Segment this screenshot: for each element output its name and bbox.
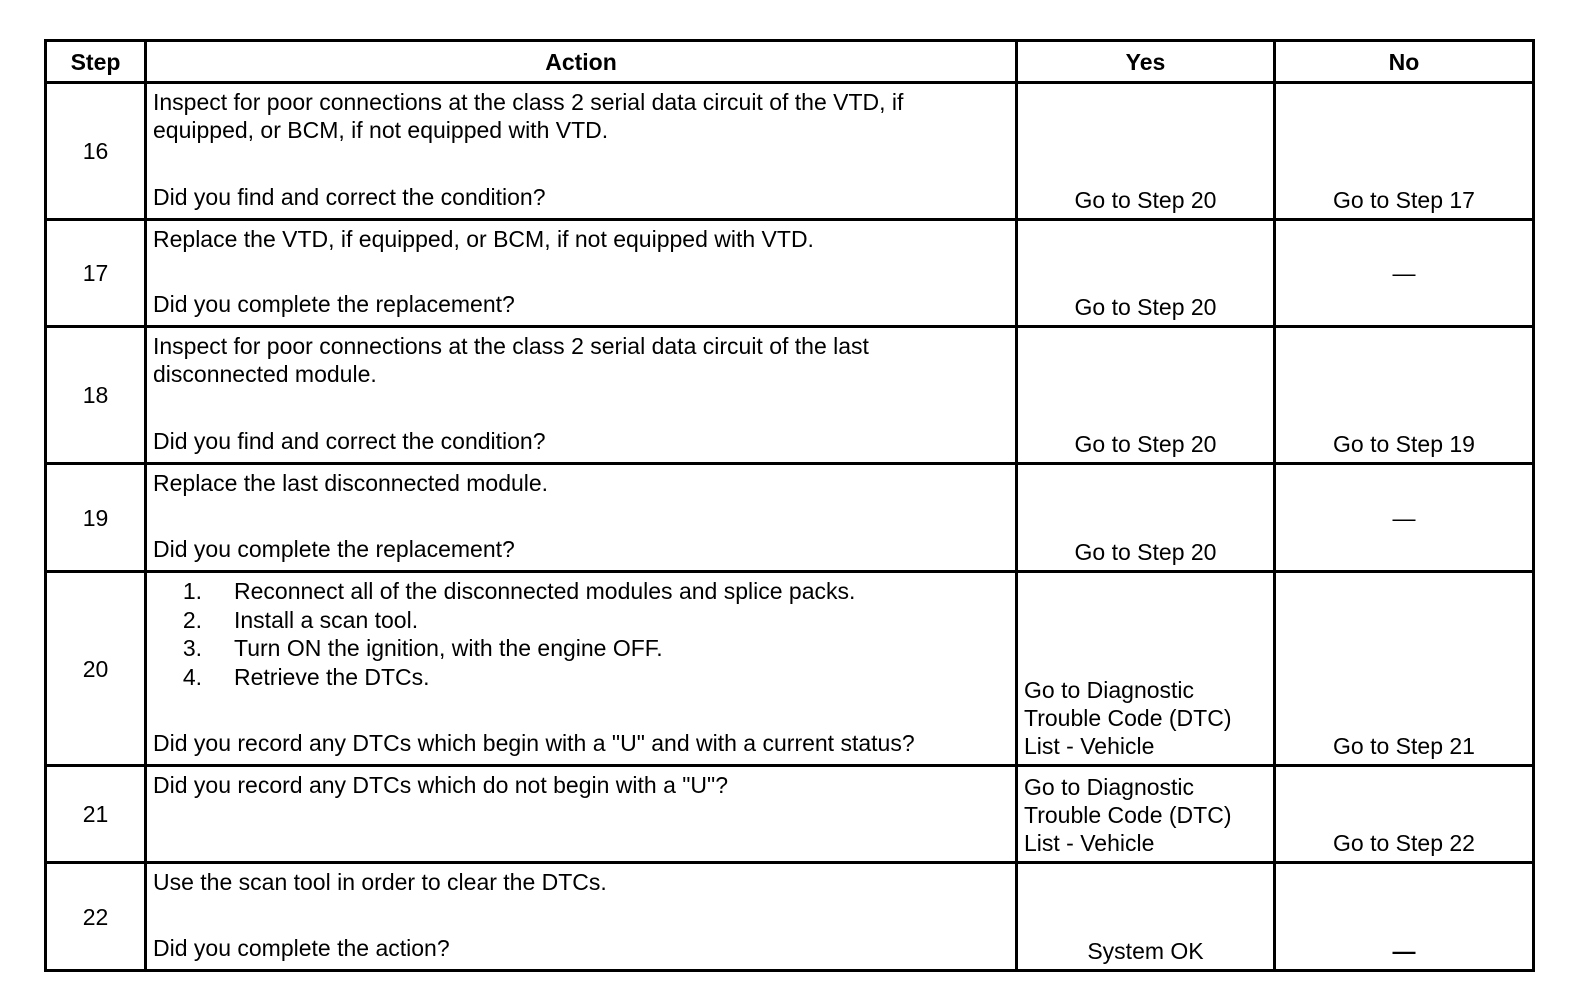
yes-result: System OK [1017,863,1275,971]
action-question: Did you complete the action? [153,935,450,961]
action-cell [146,766,1017,863]
action-cell [146,327,1017,464]
table-row [46,464,1534,572]
table-header-row [46,41,1534,83]
action-question: Did you find and correct the condition? [153,184,546,210]
action-text: Inspect for poor connections at the class 2 serial data circuit of the last disconnected module. [153,333,869,387]
yes-result [1017,766,1275,863]
action-question: Did you find and correct the condition? [153,428,546,454]
step-number: 18 [46,327,146,464]
list-item [153,606,1009,635]
list-item-text: Turn ON the ignition, with the engine OFF. [234,635,663,661]
no-result: — [1275,220,1534,327]
table-row [46,327,1534,464]
table-row [46,766,1534,863]
action-cell [146,863,1017,971]
header-yes: Yes [1017,41,1275,83]
no-result: Go to Step 17 [1275,83,1534,220]
list-item-number: 3. [182,635,202,661]
list-item [153,663,1009,692]
yes-result: Go to Step 20 [1017,83,1275,220]
header-no: No [1275,41,1534,83]
no-result: Go to Step 22 [1275,766,1534,863]
yes-result [1017,572,1275,766]
yes-result-line: List - Vehicle [1024,830,1155,856]
yes-result: Go to Step 20 [1017,327,1275,464]
table-row [46,863,1534,971]
step-number: 19 [46,464,146,572]
list-item-text: Retrieve the DTCs. [234,663,430,690]
yes-result: Go to Step 20 [1017,464,1275,572]
step-number: 17 [46,220,146,327]
action-cell [146,83,1017,220]
no-result: — [1275,464,1534,572]
list-item-text: Reconnect all of the disconnected modules and splice packs. [234,578,856,604]
action-question: Did you complete the replacement? [153,536,515,562]
step-number: 16 [46,83,146,220]
header-action: Action [146,41,1017,83]
action-text: Inspect for poor connections at the class 2 serial data circuit of the VTD, if equipped, or BCM, if not equipped with VTD. [153,89,904,143]
action-cell [146,572,1017,766]
action-text: Replace the VTD, if equipped, or BCM, if not equipped with VTD. [153,226,814,252]
action-cell [146,464,1017,572]
header-step: Step [46,41,146,83]
action-text: Did you record any DTCs which do not begin with a "U"? [153,772,728,798]
no-result: Go to Step 19 [1275,327,1534,464]
diagnostic-table [44,39,1535,972]
table-row [46,572,1534,766]
yes-result-line: Go to Diagnostic [1024,677,1195,703]
list-item [153,634,1009,663]
step-number: 20 [46,572,146,766]
no-result: Go to Step 21 [1275,572,1534,766]
step-number: 21 [46,766,146,863]
list-item [153,577,1009,606]
yes-result-line: Go to Diagnostic [1024,774,1195,800]
yes-result-line: Trouble Code (DTC) [1024,802,1232,828]
yes-result-line: Trouble Code (DTC) [1024,705,1232,731]
procedure-list [153,577,1009,691]
yes-result-line: List - Vehicle [1024,733,1155,759]
list-item-number: 4. [182,663,202,690]
table-row [46,220,1534,327]
action-question: Did you complete the replacement? [153,291,515,317]
list-item-number: 2. [182,606,202,633]
step-number: 22 [46,863,146,971]
yes-result: Go to Step 20 [1017,220,1275,327]
action-text: Replace the last disconnected module. [153,470,549,496]
table-row [46,83,1534,220]
action-text: Use the scan tool in order to clear the DTCs. [153,869,607,895]
list-item-number: 1. [182,578,202,604]
list-item-text: Install a scan tool. [234,606,419,633]
action-cell [146,220,1017,327]
no-result: — [1275,863,1534,971]
action-question: Did you record any DTCs which begin with a "U" and with a current status? [153,730,915,756]
